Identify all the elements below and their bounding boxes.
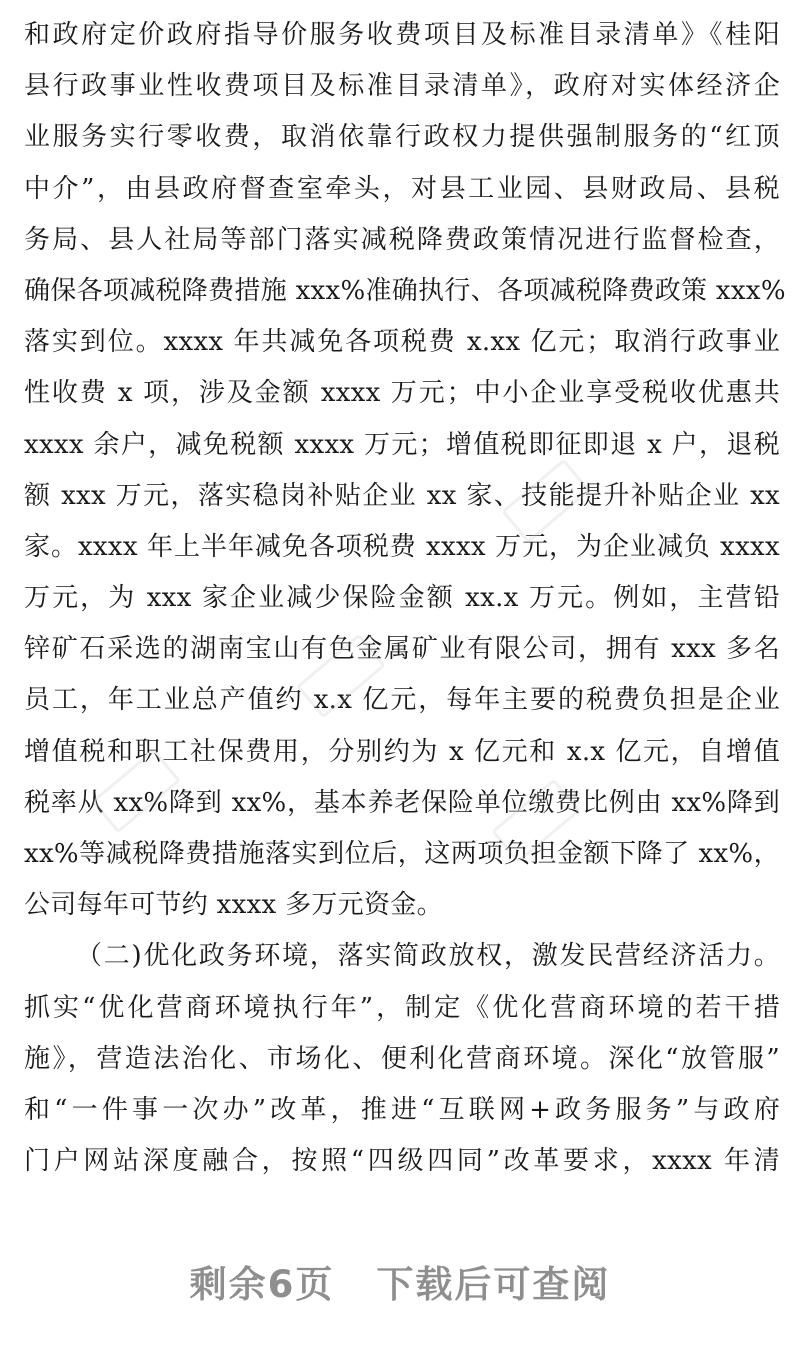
remaining-pages-label: 剩余6页 — [189, 1263, 335, 1306]
text-line: 落实到位。xxxx 年共减免各项税费 x.xx 亿元；取消行政事业 — [24, 327, 780, 358]
text-line: 抓实“优化营商环境执行年”，制定《优化营商环境的若干措 — [24, 992, 780, 1023]
text-line: 中介”，由县政府督查室牵头，对县工业园、县财政局、县税 — [24, 173, 780, 204]
text-line: 务局、县人社局等部门落实减税降费政策情况进行监督检查， — [24, 224, 780, 255]
text-line: 公司每年可节约 xxxx 多万元资金。 — [24, 890, 443, 921]
text-line: 锌矿石采选的湖南宝山有色金属矿业有限公司，拥有 xxx 多名 — [24, 634, 780, 665]
text-line: 业服务实行零收费，取消依靠行政权力提供强制服务的“红顶 — [24, 122, 780, 153]
text-line: xxxx 余户，减免税额 xxxx 万元；增值税即征即退 x 户，退税 — [24, 429, 780, 460]
text-line: 员工，年工业总产值约 x.x 亿元，每年主要的税费负担是企业 — [24, 685, 780, 716]
text-line: 性收费 x 项，涉及金额 xxxx 万元；中小企业享受税收优惠共 — [24, 378, 780, 409]
text-line: 增值税和职工社保费用，分别约为 x 亿元和 x.x 亿元，自增值 — [24, 736, 780, 767]
text-line: 万元，为 xxx 家企业减少保险金额 xx.x 万元。例如，主营铅 — [24, 583, 780, 614]
download-prompt-banner[interactable] — [0, 1255, 800, 1315]
text-line: 施》，营造法治化、市场化、便利化营商环境。深化“放管服” — [24, 1043, 780, 1074]
text-line: 家。xxxx 年上半年减免各项税费 xxxx 万元，为企业减负 xxxx — [24, 531, 780, 562]
text-line: 额 xxx 万元，落实稳岗补贴企业 xx 家、技能提升补贴企业 xx — [24, 480, 780, 511]
text-line: 门户网站深度融合，按照“四级四同”改革要求，xxxx 年清 — [24, 1146, 780, 1177]
text-line: xx%等减税降费措施落实到位后，这两项负担金额下降了 xx%， — [24, 839, 780, 869]
download-to-view-label: 下载后可查阅 — [376, 1263, 611, 1306]
text-line: 和“一件事一次办”改革，推进“互联网+政务服务”与政府 — [24, 1094, 780, 1125]
text-line: 县行政事业性收费项目及标准目录清单》，政府对实体经济企 — [24, 71, 780, 102]
text-line: 和政府定价政府指导价服务收费项目及标准目录清单》《桂阳 — [24, 20, 780, 50]
text-line: 税率从 xx%降到 xx%，基本养老保险单位缴费比例由 xx%降到 — [24, 787, 780, 818]
text-line: 确保各项减税降费措施 xxx%准确执行、各项减税降费政策 xxx% — [24, 275, 786, 306]
body-text — [24, 15, 786, 1192]
section-heading: （二)优化政务环境，落实简政放权，激发民营经济活力。 — [76, 941, 780, 972]
